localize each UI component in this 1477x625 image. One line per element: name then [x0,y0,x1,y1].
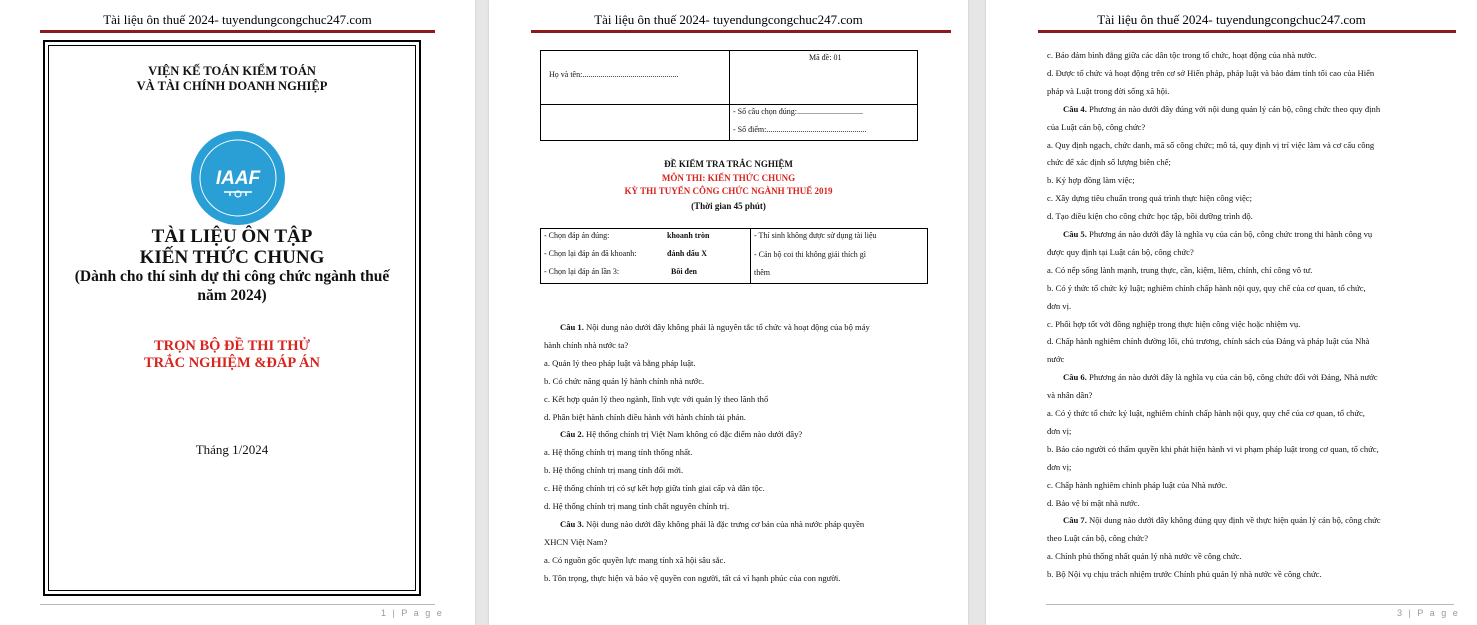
instr-note-3: thêm [754,268,770,277]
text-line: a. Hệ thống chính trị mang tính thống nhất. [544,447,693,458]
exam-title: ĐỀ KIỂM TRA TRẮC NGHIỆM [664,159,793,169]
footer-rule [1046,604,1454,605]
page-header: Tài liệu ôn thuế 2024- tuyendungcongchuc247.com [103,12,372,27]
name-field: Họ và tên:................................................ [549,70,679,79]
text-line: đơn vị; [1047,425,1072,436]
text-line: d. Phân biệt hành chính điều hành với hành chính tài phán. [544,411,746,422]
instr-value-2: đánh dấu X [667,249,708,258]
text-line: a. Có nguồn gốc quyền lực mang tính xã hội sâu sắc. [544,554,726,565]
question-line: Câu 4. Phương án nào dưới đây đúng với nội dung quản lý cán bộ, công chức theo quy định [1063,103,1381,114]
text-line: theo Luật cán bộ, công chức? [1047,533,1149,544]
text-line: b. Có chức năng quản lý hành chính nhà nước. [544,375,705,386]
date-text: Tháng 1/2024 [195,442,269,457]
red-heading-2: TRẮC NGHIỆM &ĐÁP ÁN [143,355,320,371]
text-line: pháp và Luật trong đời sống xã hội. [1047,85,1170,96]
header-rule [531,30,951,33]
subtitle-line-2: năm 2024) [197,287,267,304]
question-line: Câu 7. Nội dung nào dưới đây không đúng quy định về thực hiện quản lý cán bộ, công chức [1063,515,1381,526]
text-line: d. Hệ thống chính trị mang tính chất nguyên chính trị. [544,501,730,511]
instr-label-1: - Chọn đáp án đúng: [544,231,610,240]
text-line: c. Hệ thống chính trị có sự kết hợp giữa tính giai cấp và dân tộc. [544,483,765,494]
text-line: chức để xác định số lượng biên chế; [1047,157,1171,168]
institute-line-2: VÀ TÀI CHÍNH DOANH NGHIỆP [136,79,328,93]
page-number: 3 | P a g e [1397,608,1460,618]
question-line: Câu 1. Nội dung nào dưới đây không phải là nguyên tắc tổ chức và hoạt động của bộ máy [560,322,870,332]
text-line: b. Bộ Nội vụ chịu trách nhiệm trước Chính phủ quản lý nhà nước về công chức. [1047,569,1322,580]
question-line: Câu 5. Phương án nào dưới đây là nghĩa vụ của cán bộ, công chức trong thi hành công vụ [1063,229,1373,239]
text-line: a. Quy định ngạch, chức danh, mã số công chức; mô tả, quy định vị trí việc làm và cơ cấu công [1047,139,1375,150]
text-line: và nhân dân? [1047,390,1093,401]
page-3 [986,0,1477,625]
exam-duration: (Thời gian 45 phút) [691,201,766,211]
page-header: Tài liệu ôn thuế 2024- tuyendungcongchuc247.com [1097,12,1366,27]
instructions-table [540,228,928,284]
title-line-1: TÀI LIỆU ÔN TẬP [151,226,313,247]
footer-rule [40,604,435,605]
page-number: 1 | P a g e [381,608,444,618]
text-line: b. Hệ thống chính trị mang tính đổi mới. [544,465,684,476]
page-2 [489,0,968,625]
text-line: b. Ký hợp đồng làm việc; [1047,175,1135,186]
subject-title: MÔN THI: KIẾN THỨC CHUNG [661,173,796,183]
iaaf-logo [190,130,286,226]
header-rule [1038,30,1456,33]
instr-value-3: Bôi đen [671,267,698,276]
page-1 [0,0,475,625]
text-line: a. Có nếp sống lành mạnh, trung thực, cần, kiệm, liêm, chính, chí công vô tư. [1047,264,1313,275]
text-line: d. Tạo điều kiện cho công chức học tập, bồi dưỡng trình độ. [1047,211,1253,222]
page-header: Tài liệu ôn thuế 2024- tuyendungcongchuc247.com [594,12,863,27]
instr-label-2: - Chọn lại đáp án đã khoanh: [544,249,637,258]
institute-line-1: VIỆN KẾ TOÁN KIỂM TOÁN [148,64,316,78]
text-line: XHCN Việt Nam? [544,536,608,547]
text-line: nước [1047,354,1065,365]
text-line: được quy định tại Luật cán bộ, công chức? [1047,246,1194,257]
correct-count-field: - Số câu chọn đúng:................................. [733,107,863,116]
text-line: d. Chấp hành nghiêm chỉnh đường lối, chủ trương, chính sách của Đảng và pháp luật của Nhà [1047,336,1370,347]
question-line: Câu 2. Hệ thống chính trị Việt Nam không có đặc điểm nào dưới đây? [560,429,803,440]
candidate-info-table [540,50,918,141]
question-line: Câu 6. Phương án nào dưới đây là nghĩa vụ của cán bộ, công chức đối với Đảng, Nhà nước [1063,372,1378,383]
text-line: a. Có ý thức tổ chức kỷ luật, nghiêm chỉnh chấp hành nội quy, quy chế của cơ quan, tổ chức, [1047,408,1365,418]
svg-text:IAAF: IAAF [215,168,261,189]
exam-name: KỲ THI TUYỂN CÔNG CHỨC NGÀNH THUẾ 2019 [624,186,833,196]
text-line: hành chính nhà nước ta? [544,339,629,350]
text-line: c. Xây dựng tiêu chuẩn trong quá trình thực hiện công việc; [1047,193,1253,204]
subtitle-line-1: (Dành cho thí sinh dự thi công chức ngành thuế [74,268,390,285]
text-line: của Luật cán bộ, công chức? [1047,121,1146,132]
text-line: d. Bảo vệ bí mật nhà nước. [1047,497,1140,508]
score-field: - Số điểm:.................................................. [733,125,867,134]
text-line: b. Tôn trọng, thực hiện và bảo vệ quyền con người, tất cả vì hạnh phúc của con người. [544,572,841,583]
instr-value-1: khoanh tròn [667,231,710,240]
text-line: d. Được tổ chức và hoạt động trên cơ sở Hiến pháp, pháp luật và bảo đảm tính tối cao của Hiến [1047,67,1375,78]
text-line: a. Quản lý theo pháp luật và bằng pháp luật. [544,357,696,368]
text-line: c. Bảo đảm bình đẳng giữa các dân tộc trong tổ chức, hoạt động của nhà nước. [1047,50,1317,60]
header-rule [40,30,435,33]
instr-note-1: - Thí sinh không được sử dụng tài liệu [754,231,877,240]
instr-label-3: - Chọn lại đáp án lần 3: [544,267,620,276]
cover-frame [43,40,421,596]
exam-code: Mã đề: 01 [809,53,842,62]
text-line: b. Báo cáo người có thẩm quyền khi phát hiện hành vi vi phạm pháp luật trong cơ quan, tổ chức, [1047,443,1379,454]
text-line: c. Kết hợp quản lý theo ngành, lĩnh vực với quản lý theo lãnh thổ [544,393,769,404]
text-line: đơn vị; [1047,461,1072,472]
text-line: b. Có ý thức tổ chức kỷ luật; nghiêm chỉnh chấp hành nội quy, quy chế của cơ quan, tổ chức, [1047,282,1366,293]
text-line: đơn vị. [1047,300,1072,311]
title-line-2: KIẾN THỨC CHUNG [139,247,325,268]
instr-note-2: - Cán bộ coi thi không giải thích gì [754,250,866,259]
text-line: a. Chính phủ thống nhất quản lý nhà nước về công chức. [1047,551,1242,562]
text-line: c. Phối hợp tốt với đồng nghiệp trong thực hiện công việc hoặc nhiệm vụ. [1047,318,1301,329]
text-line: c. Chấp hành nghiêm chỉnh pháp luật của Nhà nước. [1047,479,1228,490]
question-line: Câu 3. Nội dung nào dưới đây không phải là đặc trưng cơ bản của nhà nước pháp quyền [560,518,865,529]
red-heading-1: TRỌN BỘ ĐỀ THI THỬ [153,338,311,354]
